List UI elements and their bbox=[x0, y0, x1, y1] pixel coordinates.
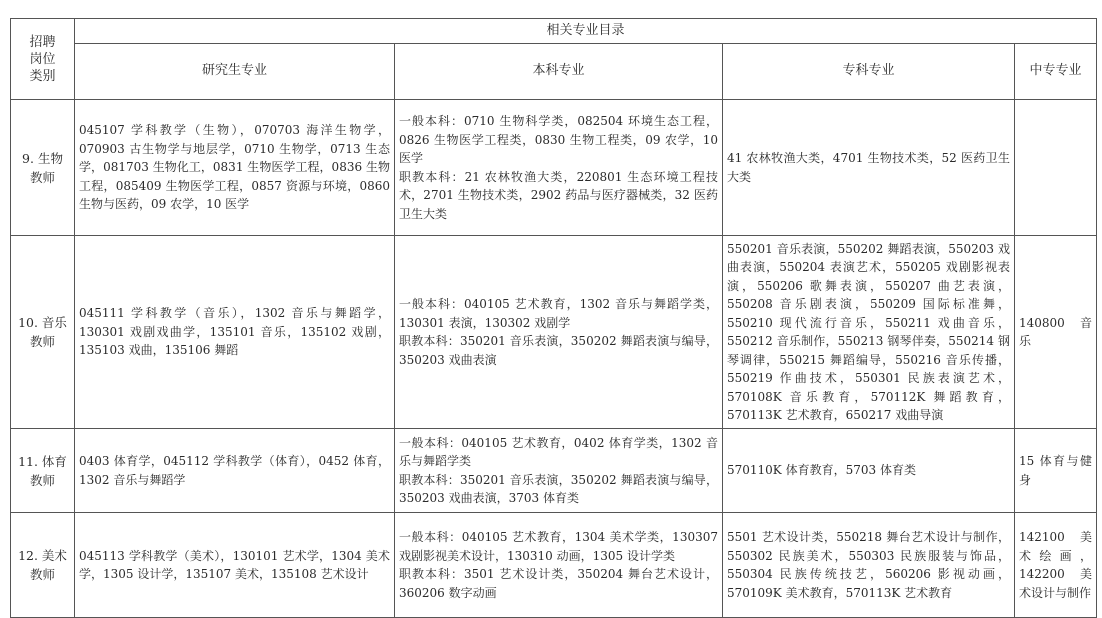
undergraduate-cell: 一般本科：0710 生物科学类，082504 环境生态工程，0826 生物医学工程类，0830 生物工程类，09 农学，10 医学 职教本科：21 农林牧渔大类，220801 生态环境工程技术，2701 生物技术类，2902 药品与医疗器械类，32 医药卫生大类 bbox=[395, 100, 723, 236]
header-graduate: 研究生专业 bbox=[75, 44, 395, 100]
secondary-cell: 142100 美术绘画，142200 美术设计与制作 bbox=[1015, 513, 1097, 618]
junior-college-cell: 570110K 体育教育，5703 体育类 bbox=[723, 429, 1015, 513]
header-row-top bbox=[11, 19, 1097, 44]
graduate-cell: 045113 学科教学（美术），130101 艺术学，1304 美术学，1305 设计学，135107 美术，135108 艺术设计 bbox=[75, 513, 395, 618]
secondary-cell: 15 体育与健身 bbox=[1015, 429, 1097, 513]
header-junior-college: 专科专业 bbox=[723, 44, 1015, 100]
graduate-cell: 0403 体育学，045112 学科教学（体育），0452 体育，1302 音乐与舞蹈学 bbox=[75, 429, 395, 513]
table-row-pe bbox=[11, 429, 1097, 513]
header-undergraduate: 本科专业 bbox=[395, 44, 723, 100]
header-row-sub bbox=[11, 44, 1097, 100]
table-row-music bbox=[11, 236, 1097, 429]
undergraduate-cell: 一般本科：040105 艺术教育，1304 美术学类，130307 戏剧影视美术设计，130310 动画，1305 设计学类 职教本科：3501 艺术设计类，350204 舞台艺术设计，360206 数字动画 bbox=[395, 513, 723, 618]
category-cell: 9. 生物 教师 bbox=[11, 100, 75, 236]
table-row-art bbox=[11, 513, 1097, 618]
junior-college-cell: 5501 艺术设计类，550218 舞台艺术设计与制作，550302 民族美术，550303 民族服装与饰品，550304 民族传统技艺，560206 影视动画，570109K 美术教育，570113K 艺术教育 bbox=[723, 513, 1015, 618]
category-cell: 10. 音乐 教师 bbox=[11, 236, 75, 429]
junior-college-cell: 41 农林牧渔大类，4701 生物技术类，52 医药卫生大类 bbox=[723, 100, 1015, 236]
header-category: 招聘 岗位 类别 bbox=[11, 19, 75, 100]
graduate-cell: 045107 学科教学（生物），070703 海洋生物学，070903 古生物学与地层学，0710 生物学，0713 生态学，081703 生物化工，0831 生物医学工程，0836 生物工程，085409 生物医学工程，0857 资源与环境，0860 生物与医药，09 农学，10 医学 bbox=[75, 100, 395, 236]
header-secondary: 中专专业 bbox=[1015, 44, 1097, 100]
graduate-cell: 045111 学科教学（音乐），1302 音乐与舞蹈学，130301 戏剧戏曲学，135101 音乐，135102 戏剧，135103 戏曲，135106 舞蹈 bbox=[75, 236, 395, 429]
category-cell: 12. 美术 教师 bbox=[11, 513, 75, 618]
table-row-biology bbox=[11, 100, 1097, 236]
undergraduate-cell: 一般本科：040105 艺术教育，1302 音乐与舞蹈学类，130301 表演，130302 戏剧学 职教本科：350201 音乐表演，350202 舞蹈表演与编导，350203 戏曲表演 bbox=[395, 236, 723, 429]
category-cell: 11. 体育 教师 bbox=[11, 429, 75, 513]
secondary-cell: 140800 音乐 bbox=[1015, 236, 1097, 429]
undergraduate-cell: 一般本科：040105 艺术教育，0402 体育学类，1302 音乐与舞蹈学类 职教本科：350201 音乐表演，350202 舞蹈表演与编导，350203 戏曲表演，3703 体育类 bbox=[395, 429, 723, 513]
header-related-catalog: 相关专业目录 bbox=[75, 19, 1097, 44]
secondary-cell bbox=[1015, 100, 1097, 236]
junior-college-cell: 550201 音乐表演，550202 舞蹈表演，550203 戏曲表演，550204 表演艺术，550205 戏剧影视表演，550206 歌舞表演，550207 曲艺表演，550208 音乐剧表演，550209 国际标准舞，550210 现代流行音乐，550211 戏曲音乐，550212 音乐制作，550213 钢琴伴奏，550214 钢琴调律，550215 舞蹈编导，550216 音乐传播，550219 作曲技术，550301 民族表演艺术，570108K 音乐教育，570112K 舞蹈教育，570113K 艺术教育，650217 戏曲导演 bbox=[723, 236, 1015, 429]
recruitment-majors-table bbox=[10, 18, 1097, 618]
